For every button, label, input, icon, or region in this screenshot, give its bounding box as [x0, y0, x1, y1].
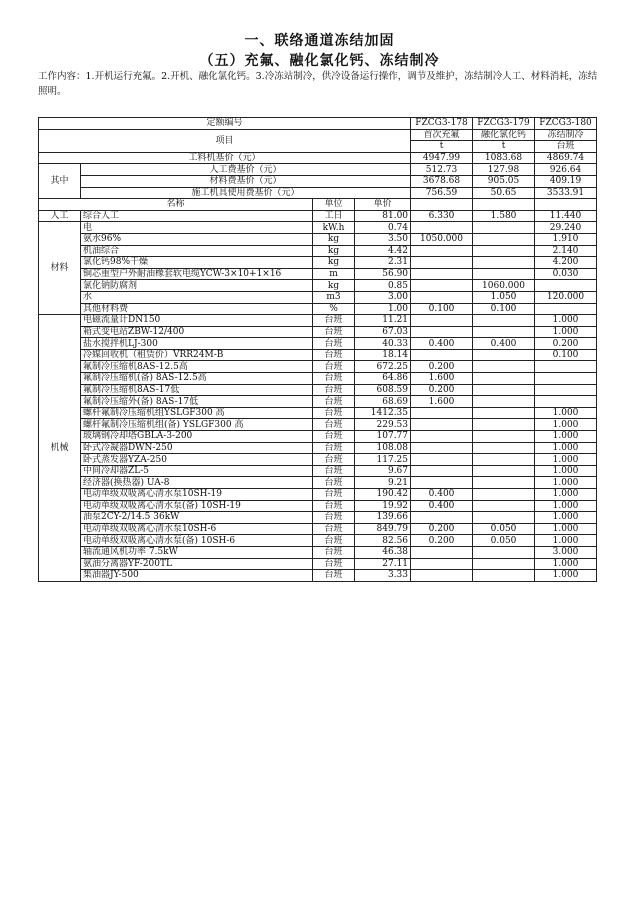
- document-title: 一、联络通道冻结加固: [244, 33, 395, 49]
- material-qty-178: 1050.000: [411, 233, 473, 245]
- material-qty-179: 0.100: [473, 303, 535, 315]
- material-name: 氯化钙98%干燥: [81, 257, 313, 269]
- machinery-qty-178: 0.400: [411, 500, 473, 512]
- machinery-qty-180: 1.000: [535, 419, 597, 431]
- machinery-row: [39, 465, 597, 477]
- unit-180: 台班: [535, 141, 597, 153]
- machinery-price: 64.86: [355, 373, 411, 385]
- material-row: [39, 280, 597, 292]
- material-category-label: 材料: [39, 222, 81, 315]
- material-qty-180: 2.140: [535, 245, 597, 257]
- machinery-qty-180: 1.000: [535, 454, 597, 466]
- machinery-row: [39, 338, 597, 350]
- machinery-qty-178: [411, 315, 473, 327]
- machinery-name: 玻璃钢冷却塔GBLA-3-200: [81, 431, 313, 443]
- machinery-qty-179: [473, 489, 535, 501]
- machinery-name: 电动单级双吸离心清水泵(备) 10SH-6: [81, 535, 313, 547]
- machinery-unit: 台班: [313, 419, 355, 431]
- machinery-cost-179: 50.65: [473, 187, 535, 199]
- item-label: 项目: [39, 129, 411, 152]
- work-content: 工作内容：1.开机运行充氟。2.开机、融化氯化钙。3.冷冻站制冷，供冷设备运行操作，调节及维护，冻结制冷人工、材料消耗，冻结照明。: [38, 71, 598, 97]
- machinery-row: [39, 500, 597, 512]
- machinery-qty-178: [411, 454, 473, 466]
- machinery-qty-179: [473, 512, 535, 524]
- machinery-row: [39, 512, 597, 524]
- material-qty-180: 4.200: [535, 257, 597, 269]
- material-qty-178: [411, 280, 473, 292]
- machinery-price: 117.25: [355, 454, 411, 466]
- machinery-qty-179: [473, 361, 535, 373]
- machinery-qty-179: [473, 396, 535, 408]
- material-qty-178: [411, 222, 473, 234]
- machinery-qty-179: [473, 546, 535, 558]
- labor-unit: 工日: [313, 210, 355, 222]
- material-name: 氨水96%: [81, 233, 313, 245]
- machinery-qty-180: 1.000: [535, 570, 597, 582]
- column-header-row: [39, 199, 597, 211]
- machinery-qty-180: 1.000: [535, 489, 597, 501]
- machinery-row: [39, 349, 597, 361]
- machinery-name: 电磁流量计DN150: [81, 315, 313, 327]
- machinery-row: [39, 558, 597, 570]
- col-header-blank: [535, 199, 597, 211]
- col-header-unit: 单位: [313, 199, 355, 211]
- material-name: 电: [81, 222, 313, 234]
- machinery-unit: 台班: [313, 477, 355, 489]
- machinery-unit: 台班: [313, 454, 355, 466]
- machinery-name: 电动单级双吸离心清水泵10SH-19: [81, 489, 313, 501]
- material-qty-179: 1060.000: [473, 280, 535, 292]
- machinery-qty-178: [411, 546, 473, 558]
- machinery-price: 68.69: [355, 396, 411, 408]
- machinery-name: 油泵2CY-2/14.5 36kW: [81, 512, 313, 524]
- material-unit: kg: [313, 245, 355, 257]
- machinery-price: 27.11: [355, 558, 411, 570]
- machinery-name: 盐水搅拌机LJ-300: [81, 338, 313, 350]
- machinery-unit: 台班: [313, 315, 355, 327]
- machinery-row: [39, 535, 597, 547]
- machinery-qty-180: [535, 384, 597, 396]
- machinery-name: 中间冷却器ZL-5: [81, 465, 313, 477]
- machinery-qty-179: [473, 315, 535, 327]
- machinery-price: 9.67: [355, 465, 411, 477]
- material-name: 水: [81, 291, 313, 303]
- material-qty-178: [411, 245, 473, 257]
- machinery-price: 672.25: [355, 361, 411, 373]
- machinery-row: [39, 419, 597, 431]
- machinery-unit: 台班: [313, 523, 355, 535]
- material-qty-179: [473, 245, 535, 257]
- material-row: [39, 222, 597, 234]
- machinery-qty-179: [473, 326, 535, 338]
- machinery-row: [39, 546, 597, 558]
- machinery-row: [39, 477, 597, 489]
- machinery-qty-180: 1.000: [535, 477, 597, 489]
- material-qty-180: [535, 303, 597, 315]
- machinery-qty-179: [473, 373, 535, 385]
- material-price: 3.50: [355, 233, 411, 245]
- machinery-unit: 台班: [313, 558, 355, 570]
- material-unit: kg: [313, 257, 355, 269]
- labor-qty-180: 11.440: [535, 210, 597, 222]
- machinery-qty-180: 1.000: [535, 431, 597, 443]
- item-178: 首次充氟: [411, 129, 473, 141]
- machinery-name: 冷媒回收机（租赁价）VRR24M-B: [81, 349, 313, 361]
- machinery-qty-178: 0.400: [411, 489, 473, 501]
- material-qty-178: [411, 268, 473, 280]
- material-name: 氯化钠防腐剂: [81, 280, 313, 292]
- code-180: FZCG3-180: [535, 118, 597, 130]
- material-row: [39, 257, 597, 269]
- material-cost-179: 905.05: [473, 175, 535, 187]
- material-price: 0.74: [355, 222, 411, 234]
- machinery-qty-179: 0.400: [473, 338, 535, 350]
- labor-category-label: 人工: [39, 210, 81, 222]
- material-unit: m: [313, 268, 355, 280]
- machinery-unit: 台班: [313, 489, 355, 501]
- machinery-row: [39, 431, 597, 443]
- machinery-unit: 台班: [313, 338, 355, 350]
- machinery-price: 40.33: [355, 338, 411, 350]
- material-row: [39, 245, 597, 257]
- machinery-qty-180: 1.000: [535, 558, 597, 570]
- machinery-row: [39, 361, 597, 373]
- machinery-row: [39, 326, 597, 338]
- material-price: 3.00: [355, 291, 411, 303]
- material-qty-179: [473, 257, 535, 269]
- machinery-unit: 台班: [313, 546, 355, 558]
- col-header-price: 单价: [355, 199, 411, 211]
- machinery-qty-178: 0.200: [411, 535, 473, 547]
- machinery-name: 经济器(换热器) UA-8: [81, 477, 313, 489]
- machinery-cost-row: [39, 187, 597, 199]
- material-qty-180: 1.910: [535, 233, 597, 245]
- material-price: 4.42: [355, 245, 411, 257]
- machinery-qty-178: [411, 349, 473, 361]
- machinery-qty-180: 1.000: [535, 535, 597, 547]
- material-price: 1.00: [355, 303, 411, 315]
- code-178: FZCG3-178: [411, 118, 473, 130]
- total-cost-label: 工料机基价（元）: [39, 152, 411, 164]
- material-qty-180: 0.030: [535, 268, 597, 280]
- labor-cost-row: [39, 164, 597, 176]
- machinery-qty-178: [411, 431, 473, 443]
- machinery-qty-180: 0.200: [535, 338, 597, 350]
- document-subtitle: （五）充氟、融化氯化钙、冻结制冷: [199, 53, 440, 69]
- material-row: [39, 291, 597, 303]
- material-unit: m3: [313, 291, 355, 303]
- machinery-qty-178: 0.200: [411, 523, 473, 535]
- machinery-qty-178: [411, 570, 473, 582]
- machinery-name: 氟制冷压缩外(备) 8AS-17低: [81, 396, 313, 408]
- material-unit: kW.h: [313, 222, 355, 234]
- material-qty-180: [535, 280, 597, 292]
- material-qty-178: [411, 257, 473, 269]
- total-cost-row: [39, 152, 597, 164]
- labor-qty-179: 1.580: [473, 210, 535, 222]
- labor-name: 综合人工: [81, 210, 313, 222]
- labor-row: [39, 210, 597, 222]
- machinery-price: 608.59: [355, 384, 411, 396]
- machinery-qty-179: 0.050: [473, 535, 535, 547]
- machinery-qty-178: 1.600: [411, 396, 473, 408]
- code-label: 定额编号: [39, 118, 411, 130]
- material-cost-178: 3678.68: [411, 175, 473, 187]
- unit-179: t: [473, 141, 535, 153]
- machinery-price: 18.14: [355, 349, 411, 361]
- material-qty-179: [473, 222, 535, 234]
- machinery-qty-180: [535, 373, 597, 385]
- machinery-price: 190.42: [355, 489, 411, 501]
- machinery-row: [39, 373, 597, 385]
- machinery-qty-178: [411, 407, 473, 419]
- machinery-unit: 台班: [313, 373, 355, 385]
- machinery-unit: 台班: [313, 326, 355, 338]
- machinery-qty-180: 1.000: [535, 326, 597, 338]
- machinery-price: 9.21: [355, 477, 411, 489]
- material-price: 0.85: [355, 280, 411, 292]
- machinery-qty-179: [473, 384, 535, 396]
- machinery-row: [39, 570, 597, 582]
- machinery-unit: 台班: [313, 384, 355, 396]
- labor-cost-179: 127.98: [473, 164, 535, 176]
- machinery-row: [39, 454, 597, 466]
- item-row: [39, 129, 597, 141]
- machinery-unit: 台班: [313, 570, 355, 582]
- machinery-unit: 台班: [313, 396, 355, 408]
- machinery-qty-179: [473, 500, 535, 512]
- machinery-unit: 台班: [313, 431, 355, 443]
- machinery-qty-180: 3.000: [535, 546, 597, 558]
- machinery-qty-180: 1.000: [535, 465, 597, 477]
- machinery-name: 集油器JY-500: [81, 570, 313, 582]
- material-row: [39, 268, 597, 280]
- machinery-category-label: 机械: [39, 315, 81, 582]
- machinery-price: 67.03: [355, 326, 411, 338]
- col-header-name: 名称: [39, 199, 313, 211]
- machinery-price: 3.33: [355, 570, 411, 582]
- machinery-qty-180: 1.000: [535, 442, 597, 454]
- machinery-row: [39, 523, 597, 535]
- material-qty-179: 1.050: [473, 291, 535, 303]
- labor-cost-180: 926.64: [535, 164, 597, 176]
- machinery-qty-178: [411, 558, 473, 570]
- machinery-price: 19.92: [355, 500, 411, 512]
- material-qty-180: 120.000: [535, 291, 597, 303]
- machinery-unit: 台班: [313, 407, 355, 419]
- machinery-qty-178: 0.400: [411, 338, 473, 350]
- machinery-unit: 台班: [313, 361, 355, 373]
- machinery-price: 139.66: [355, 512, 411, 524]
- unit-178: t: [411, 141, 473, 153]
- machinery-price: 11.21: [355, 315, 411, 327]
- machinery-price: 82.56: [355, 535, 411, 547]
- material-name: 其他材料费: [81, 303, 313, 315]
- material-cost-label: 材料费基价（元）: [81, 175, 411, 187]
- material-qty-180: 29.240: [535, 222, 597, 234]
- machinery-unit: 台班: [313, 535, 355, 547]
- material-qty-178: [411, 291, 473, 303]
- col-header-blank: [411, 199, 473, 211]
- machinery-name: 箱式变电站ZBW-12/400: [81, 326, 313, 338]
- code-row: [39, 118, 597, 130]
- machinery-qty-179: 0.050: [473, 523, 535, 535]
- material-row: [39, 303, 597, 315]
- machinery-qty-179: [473, 407, 535, 419]
- machinery-name: 卧式蒸发器YZA-250: [81, 454, 313, 466]
- material-name: 铜芯重型户外耐油橡套软电缆YCW-3×10+1×16: [81, 268, 313, 280]
- machinery-qty-179: [473, 431, 535, 443]
- item-179: 融化氯化钙: [473, 129, 535, 141]
- material-qty-178: 0.100: [411, 303, 473, 315]
- machinery-unit: 台班: [313, 442, 355, 454]
- material-name: 机油综合: [81, 245, 313, 257]
- machinery-row: [39, 489, 597, 501]
- machinery-qty-180: 1.000: [535, 500, 597, 512]
- col-header-blank: [473, 199, 535, 211]
- machinery-qty-179: [473, 570, 535, 582]
- machinery-price: 46.38: [355, 546, 411, 558]
- labor-qty-178: 6.330: [411, 210, 473, 222]
- material-unit: kg: [313, 280, 355, 292]
- machinery-cost-180: 3533.91: [535, 187, 597, 199]
- quota-table: [38, 117, 597, 582]
- machinery-qty-178: 1.600: [411, 373, 473, 385]
- machinery-qty-180: [535, 396, 597, 408]
- machinery-qty-179: [473, 477, 535, 489]
- material-cost-180: 409.19: [535, 175, 597, 187]
- machinery-qty-178: [411, 419, 473, 431]
- machinery-name: 氟制冷压缩机8AS-12.5高: [81, 361, 313, 373]
- machinery-price: 229.53: [355, 419, 411, 431]
- machinery-qty-178: [411, 465, 473, 477]
- machinery-qty-180: 1.000: [535, 512, 597, 524]
- machinery-row: [39, 315, 597, 327]
- material-unit: %: [313, 303, 355, 315]
- material-price: 56.90: [355, 268, 411, 280]
- machinery-qty-180: 1.000: [535, 407, 597, 419]
- item-180: 冻结制冷: [535, 129, 597, 141]
- machinery-row: [39, 384, 597, 396]
- machinery-row: [39, 407, 597, 419]
- machinery-qty-180: 1.000: [535, 523, 597, 535]
- machinery-qty-179: [473, 558, 535, 570]
- machinery-unit: 台班: [313, 465, 355, 477]
- labor-price: 81.00: [355, 210, 411, 222]
- machinery-qty-178: [411, 442, 473, 454]
- machinery-row: [39, 396, 597, 408]
- quota-table-body: [39, 118, 597, 582]
- machinery-name: 螺杆氟制冷压缩机组YSLGF300 高: [81, 407, 313, 419]
- total-cost-178: 4947.99: [411, 152, 473, 164]
- material-cost-row: [39, 175, 597, 187]
- machinery-qty-180: 1.000: [535, 315, 597, 327]
- machinery-unit: 台班: [313, 349, 355, 361]
- machinery-name: 电动单级双吸离心清水泵(备) 10SH-19: [81, 500, 313, 512]
- machinery-row: [39, 442, 597, 454]
- total-cost-179: 1083.68: [473, 152, 535, 164]
- labor-cost-178: 512.73: [411, 164, 473, 176]
- material-row: [39, 233, 597, 245]
- material-qty-179: [473, 233, 535, 245]
- machinery-qty-180: [535, 361, 597, 373]
- machinery-name: 卧式冷凝器DWN-250: [81, 442, 313, 454]
- machinery-qty-178: 0.200: [411, 384, 473, 396]
- cost-group-label: 其中: [39, 164, 81, 199]
- machinery-price: 107.77: [355, 431, 411, 443]
- machinery-qty-178: [411, 512, 473, 524]
- material-qty-179: [473, 268, 535, 280]
- machinery-qty-178: 0.200: [411, 361, 473, 373]
- machinery-qty-179: [473, 442, 535, 454]
- machinery-price: 1412.35: [355, 407, 411, 419]
- machinery-price: 849.79: [355, 523, 411, 535]
- machinery-qty-179: [473, 349, 535, 361]
- machinery-price: 108.08: [355, 442, 411, 454]
- labor-cost-label: 人工费基价（元）: [81, 164, 411, 176]
- machinery-name: 轴流通风机功率 7.5kW: [81, 546, 313, 558]
- machinery-qty-179: [473, 454, 535, 466]
- machinery-qty-179: [473, 465, 535, 477]
- machinery-name: 氟制冷压缩机8AS-17低: [81, 384, 313, 396]
- machinery-qty-179: [473, 419, 535, 431]
- machinery-name: 氟制冷压缩机(备) 8AS-12.5高: [81, 373, 313, 385]
- material-unit: kg: [313, 233, 355, 245]
- machinery-cost-178: 756.59: [411, 187, 473, 199]
- machinery-name: 氨油分离器YF-200TL: [81, 558, 313, 570]
- machinery-qty-178: [411, 326, 473, 338]
- machinery-qty-180: 0.100: [535, 349, 597, 361]
- code-179: FZCG3-179: [473, 118, 535, 130]
- material-price: 2.31: [355, 257, 411, 269]
- machinery-unit: 台班: [313, 500, 355, 512]
- machinery-unit: 台班: [313, 512, 355, 524]
- total-cost-180: 4869.74: [535, 152, 597, 164]
- machinery-name: 电动单级双吸离心清水泵10SH-6: [81, 523, 313, 535]
- machinery-cost-label: 施工机具使用费基价（元）: [81, 187, 411, 199]
- machinery-qty-178: [411, 477, 473, 489]
- machinery-name: 螺杆氟制冷压缩机组(备) YSLGF300 高: [81, 419, 313, 431]
